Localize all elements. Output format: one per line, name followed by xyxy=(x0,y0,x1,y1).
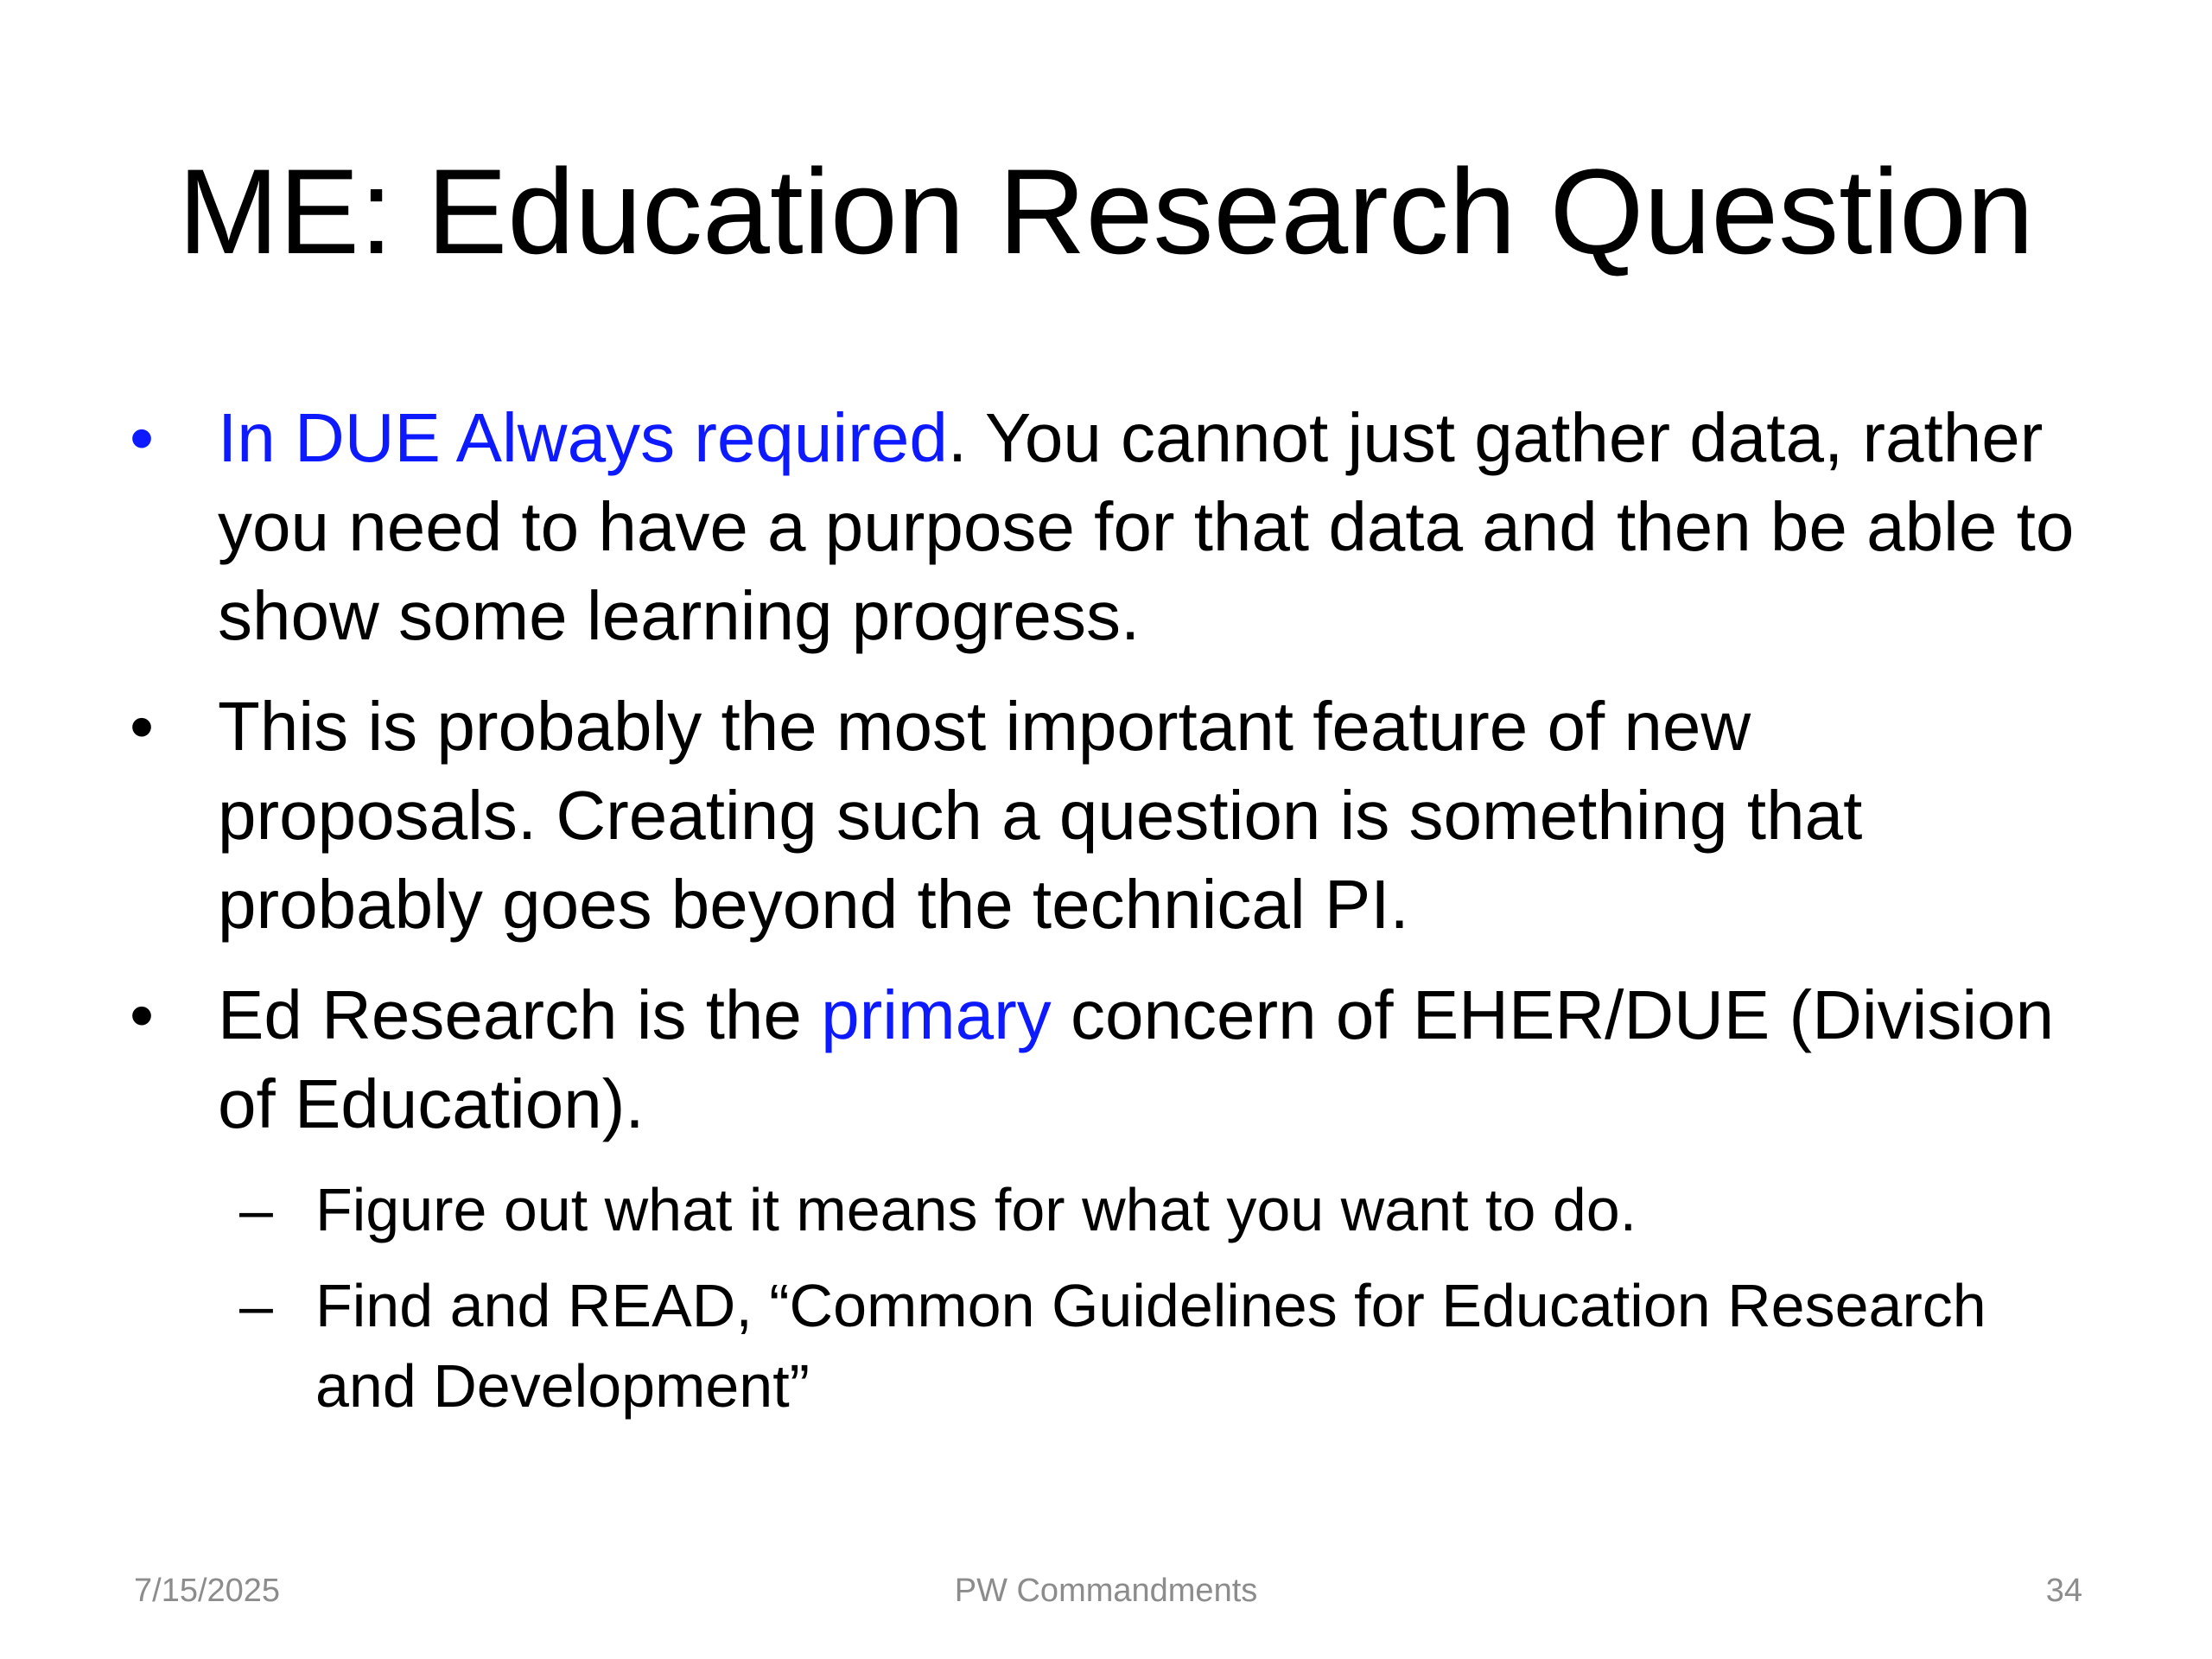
sub-bullet-marker: – xyxy=(239,1272,273,1339)
bullet-marker: • xyxy=(130,399,155,476)
bullet-1-highlight: In DUE Always required xyxy=(218,399,948,476)
bullet-item-2 xyxy=(130,682,2082,949)
sub-bullet-item-2 xyxy=(130,1266,2082,1427)
slide-body xyxy=(130,393,2082,1442)
sub-bullet-list xyxy=(130,1170,2082,1427)
bullet-item-3 xyxy=(130,970,2082,1148)
sub-bullet-1-text: Figure out what it means for what you want to do. xyxy=(315,1176,1637,1243)
bullet-1-text: . You cannot just gather data, rather you need to have a purpose for that data and then be able to show some learning progress. xyxy=(218,399,2075,654)
bullet-item-1 xyxy=(130,393,2082,660)
bullet-3-text-after: concern of EHER/DUE (Division of Education). xyxy=(218,976,2055,1142)
bullet-3-highlight: primary xyxy=(821,976,1052,1053)
bullet-2-text: This is probably the most important feature of new proposals. Creating such a question is something that probably goes beyond the technical PI. xyxy=(218,688,1863,943)
bullet-marker: • xyxy=(130,976,155,1053)
bullet-marker: • xyxy=(130,688,155,765)
footer-title: PW Commandments xyxy=(954,1573,1258,1609)
sub-bullet-2-text: Find and READ, “Common Guidelines for Education Research and Development” xyxy=(315,1272,1986,1420)
footer-page-number: 34 xyxy=(2045,1573,2082,1609)
sub-bullet-marker: – xyxy=(239,1176,273,1243)
bullet-3-text-before: Ed Research is the xyxy=(218,976,822,1053)
slide-title: ME: Education Research Question xyxy=(178,143,2034,279)
sub-bullet-item-1 xyxy=(130,1170,2082,1250)
footer-date: 7/15/2025 xyxy=(134,1573,281,1609)
